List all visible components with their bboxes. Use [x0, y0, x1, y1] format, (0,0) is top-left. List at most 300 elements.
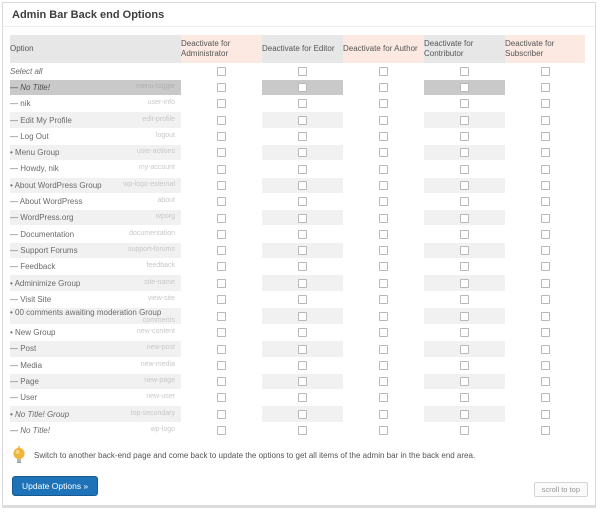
deactivate-checkbox[interactable]	[217, 312, 226, 321]
checkbox-cell	[181, 161, 262, 177]
deactivate-checkbox[interactable]	[217, 67, 226, 76]
option-row	[10, 259, 585, 275]
deactivate-checkbox[interactable]	[298, 377, 307, 386]
checkbox-cell	[424, 128, 505, 144]
deactivate-checkbox[interactable]	[460, 83, 469, 92]
checkbox-cell	[343, 63, 424, 79]
checkbox-cell	[181, 307, 262, 324]
checkbox-cell	[262, 275, 343, 291]
checkbox-cell	[424, 275, 505, 291]
checkbox-cell	[343, 144, 424, 160]
checkbox-cell	[424, 144, 505, 160]
node-id-label: new-page	[144, 376, 175, 384]
deactivate-checkbox[interactable]	[217, 328, 226, 337]
option-label: • New Group	[10, 328, 56, 338]
option-label-cell	[10, 63, 181, 79]
option-label: — No Title!	[10, 425, 50, 435]
deactivate-checkbox[interactable]	[298, 116, 307, 125]
node-id-label: new-content	[136, 328, 175, 336]
deactivate-checkbox[interactable]	[541, 295, 550, 304]
deactivate-checkbox[interactable]	[460, 230, 469, 239]
deactivate-checkbox[interactable]	[460, 165, 469, 174]
checkbox-cell	[505, 112, 585, 128]
deactivate-checkbox[interactable]	[298, 312, 307, 321]
node-id-label: my-account	[138, 164, 175, 172]
checkbox-cell	[181, 390, 262, 406]
deactivate-checkbox[interactable]	[379, 262, 388, 271]
role-column-header: Deactivate for Editor	[262, 35, 343, 63]
option-label-cell	[10, 144, 181, 160]
deactivate-checkbox[interactable]	[460, 426, 469, 435]
option-row	[10, 390, 585, 406]
option-label-cell	[10, 193, 181, 209]
deactivate-checkbox[interactable]	[379, 132, 388, 141]
deactivate-checkbox[interactable]	[541, 230, 550, 239]
deactivate-checkbox[interactable]	[379, 312, 388, 321]
checkbox-cell	[262, 324, 343, 340]
option-label: — WordPress.org	[10, 213, 74, 223]
deactivate-checkbox[interactable]	[541, 410, 550, 419]
checkbox-cell	[343, 275, 424, 291]
deactivate-checkbox[interactable]	[460, 99, 469, 108]
option-label: — Page	[10, 376, 39, 386]
hint-row	[12, 446, 595, 465]
deactivate-checkbox[interactable]	[541, 99, 550, 108]
node-id-label: support-forums	[127, 245, 175, 253]
page-title: Admin Bar Back end Options	[12, 9, 165, 21]
checkbox-cell	[181, 275, 262, 291]
checkbox-cell	[181, 242, 262, 258]
select-all-row	[10, 63, 585, 79]
deactivate-checkbox[interactable]	[217, 295, 226, 304]
deactivate-checkbox[interactable]	[460, 181, 469, 190]
node-id-label: wp-logo-external	[123, 180, 175, 188]
deactivate-checkbox[interactable]	[298, 295, 307, 304]
node-id-label: logout	[155, 131, 175, 139]
deactivate-checkbox[interactable]	[298, 426, 307, 435]
deactivate-checkbox[interactable]	[298, 361, 307, 370]
deactivate-checkbox[interactable]	[379, 116, 388, 125]
deactivate-checkbox[interactable]	[379, 361, 388, 370]
option-row	[10, 341, 585, 357]
deactivate-checkbox[interactable]	[217, 279, 226, 288]
option-label-cell	[10, 406, 181, 422]
option-row	[10, 193, 585, 209]
deactivate-checkbox[interactable]	[541, 426, 550, 435]
checkbox-cell	[505, 128, 585, 144]
node-id-label: user-actions	[136, 148, 175, 156]
checkbox-cell	[343, 96, 424, 112]
checkbox-cell	[505, 422, 585, 438]
option-label: • No Title! Group	[10, 409, 70, 419]
deactivate-checkbox[interactable]	[298, 279, 307, 288]
checkbox-cell	[262, 144, 343, 160]
deactivate-checkbox[interactable]	[379, 393, 388, 402]
deactivate-checkbox[interactable]	[298, 181, 307, 190]
option-label-cell	[10, 422, 181, 438]
deactivate-checkbox[interactable]	[541, 116, 550, 125]
option-label: — Support Forums	[10, 245, 78, 255]
deactivate-checkbox[interactable]	[298, 197, 307, 206]
option-label: — Post	[10, 344, 37, 354]
checkbox-cell	[262, 406, 343, 422]
checkbox-cell	[505, 144, 585, 160]
option-row	[10, 177, 585, 193]
deactivate-checkbox[interactable]	[460, 116, 469, 125]
admin-bar-options-table	[10, 35, 585, 439]
checkbox-cell	[505, 291, 585, 307]
checkbox-cell	[262, 422, 343, 438]
deactivate-checkbox[interactable]	[379, 214, 388, 223]
checkbox-cell	[424, 307, 505, 324]
checkbox-cell	[181, 210, 262, 226]
checkbox-cell	[424, 112, 505, 128]
checkbox-cell	[343, 324, 424, 340]
option-label: — No Title!	[10, 82, 50, 92]
deactivate-checkbox[interactable]	[460, 214, 469, 223]
deactivate-checkbox[interactable]	[541, 393, 550, 402]
checkbox-cell	[181, 193, 262, 209]
deactivate-checkbox[interactable]	[541, 262, 550, 271]
deactivate-checkbox[interactable]	[217, 262, 226, 271]
role-column-header: Deactivate for Administrator	[181, 35, 262, 63]
option-label-cell	[10, 210, 181, 226]
deactivate-checkbox[interactable]	[541, 377, 550, 386]
checkbox-cell	[181, 63, 262, 79]
option-column-header: Option	[10, 35, 181, 63]
deactivate-checkbox[interactable]	[217, 361, 226, 370]
node-id-label: view-site	[147, 294, 175, 302]
table-header-row	[10, 35, 585, 63]
checkbox-cell	[505, 324, 585, 340]
option-label: — Edit My Profile	[10, 115, 72, 125]
node-id-label: documentation	[129, 229, 175, 237]
deactivate-checkbox[interactable]	[541, 67, 550, 76]
deactivate-checkbox[interactable]	[298, 410, 307, 419]
deactivate-checkbox[interactable]	[541, 181, 550, 190]
option-label-cell	[10, 324, 181, 340]
deactivate-checkbox[interactable]	[217, 410, 226, 419]
option-label: — Documentation	[10, 229, 75, 239]
checkbox-cell	[424, 226, 505, 242]
node-id-label: feedback	[146, 262, 175, 270]
checkbox-cell	[181, 226, 262, 242]
deactivate-checkbox[interactable]	[298, 246, 307, 255]
checkbox-cell	[505, 96, 585, 112]
option-label: — Log Out	[10, 131, 49, 141]
option-label-cell	[10, 226, 181, 242]
deactivate-checkbox[interactable]	[541, 312, 550, 321]
deactivate-checkbox[interactable]	[217, 393, 226, 402]
deactivate-checkbox[interactable]	[541, 279, 550, 288]
node-id-label: site-name	[144, 278, 175, 286]
deactivate-checkbox[interactable]	[379, 377, 388, 386]
option-row	[10, 373, 585, 389]
checkbox-cell	[505, 226, 585, 242]
deactivate-checkbox[interactable]	[298, 132, 307, 141]
deactivate-checkbox[interactable]	[217, 197, 226, 206]
deactivate-checkbox[interactable]	[217, 426, 226, 435]
checkbox-cell	[181, 96, 262, 112]
option-label: — Visit Site	[10, 294, 52, 304]
deactivate-checkbox[interactable]	[379, 181, 388, 190]
deactivate-checkbox[interactable]	[460, 295, 469, 304]
scroll-to-top-button[interactable]: scroll to top	[534, 482, 588, 497]
deactivate-checkbox[interactable]	[379, 410, 388, 419]
deactivate-checkbox[interactable]	[217, 165, 226, 174]
deactivate-checkbox[interactable]	[460, 279, 469, 288]
deactivate-checkbox[interactable]	[460, 393, 469, 402]
lightbulb-icon	[12, 446, 26, 465]
node-id-label: new-user	[146, 393, 175, 401]
checkbox-cell	[343, 79, 424, 95]
checkbox-cell	[505, 341, 585, 357]
deactivate-checkbox[interactable]	[298, 262, 307, 271]
checkbox-cell	[262, 341, 343, 357]
deactivate-checkbox[interactable]	[541, 165, 550, 174]
option-label: — About WordPress	[10, 197, 83, 207]
checkbox-cell	[343, 193, 424, 209]
checkbox-cell	[181, 128, 262, 144]
deactivate-checkbox[interactable]	[541, 132, 550, 141]
node-id-label: new-post	[146, 344, 175, 352]
deactivate-checkbox[interactable]	[379, 148, 388, 157]
checkbox-cell	[505, 242, 585, 258]
option-label: — Media	[10, 360, 43, 370]
option-row	[10, 307, 585, 324]
deactivate-checkbox[interactable]	[217, 377, 226, 386]
checkbox-cell	[424, 96, 505, 112]
deactivate-checkbox[interactable]	[298, 83, 307, 92]
deactivate-checkbox[interactable]	[460, 328, 469, 337]
option-row	[10, 242, 585, 258]
checkbox-cell	[262, 390, 343, 406]
node-id-label: menu-toggle	[136, 82, 175, 90]
deactivate-checkbox[interactable]	[217, 148, 226, 157]
deactivate-checkbox[interactable]	[541, 246, 550, 255]
checkbox-cell	[505, 177, 585, 193]
option-label-cell	[10, 242, 181, 258]
deactivate-checkbox[interactable]	[460, 361, 469, 370]
deactivate-checkbox[interactable]	[541, 197, 550, 206]
deactivate-checkbox[interactable]	[379, 295, 388, 304]
deactivate-checkbox[interactable]	[379, 426, 388, 435]
node-id-label: top-secondary	[130, 409, 175, 417]
option-label-cell	[10, 259, 181, 275]
node-id-label: comments	[142, 316, 175, 324]
checkbox-cell	[505, 390, 585, 406]
deactivate-checkbox[interactable]	[217, 83, 226, 92]
option-label-cell	[10, 341, 181, 357]
option-label-cell	[10, 96, 181, 112]
deactivate-checkbox[interactable]	[460, 246, 469, 255]
checkbox-cell	[424, 79, 505, 95]
option-label-cell	[10, 177, 181, 193]
deactivate-checkbox[interactable]	[217, 99, 226, 108]
deactivate-checkbox[interactable]	[298, 230, 307, 239]
role-column-header: Deactivate for Subscriber	[505, 35, 585, 63]
checkbox-cell	[343, 161, 424, 177]
option-row	[10, 128, 585, 144]
option-label-cell	[10, 161, 181, 177]
checkbox-cell	[424, 193, 505, 209]
option-row	[10, 96, 585, 112]
deactivate-checkbox[interactable]	[298, 393, 307, 402]
deactivate-checkbox[interactable]	[217, 345, 226, 354]
deactivate-checkbox[interactable]	[460, 312, 469, 321]
checkbox-cell	[343, 177, 424, 193]
checkbox-cell	[343, 357, 424, 373]
deactivate-checkbox[interactable]	[460, 377, 469, 386]
node-id-label: wporg	[155, 213, 175, 221]
deactivate-checkbox[interactable]	[460, 345, 469, 354]
option-label-cell	[10, 79, 181, 95]
deactivate-checkbox[interactable]	[298, 214, 307, 223]
option-label-cell	[10, 357, 181, 373]
checkbox-cell	[424, 63, 505, 79]
deactivate-checkbox[interactable]	[379, 246, 388, 255]
option-row	[10, 291, 585, 307]
deactivate-checkbox[interactable]	[217, 230, 226, 239]
checkbox-cell	[343, 341, 424, 357]
checkbox-cell	[424, 177, 505, 193]
deactivate-checkbox[interactable]	[541, 83, 550, 92]
deactivate-checkbox[interactable]	[460, 67, 469, 76]
deactivate-checkbox[interactable]	[298, 67, 307, 76]
checkbox-cell	[505, 210, 585, 226]
checkbox-cell	[505, 406, 585, 422]
checkbox-cell	[505, 79, 585, 95]
option-label: — Howdy, nik	[10, 164, 59, 174]
checkbox-cell	[343, 373, 424, 389]
checkbox-cell	[181, 144, 262, 160]
checkbox-cell	[181, 112, 262, 128]
deactivate-checkbox[interactable]	[298, 148, 307, 157]
option-label: Select all	[10, 66, 43, 76]
deactivate-checkbox[interactable]	[460, 197, 469, 206]
deactivate-checkbox[interactable]	[298, 165, 307, 174]
deactivate-checkbox[interactable]	[379, 83, 388, 92]
checkbox-cell	[181, 422, 262, 438]
option-row	[10, 144, 585, 160]
deactivate-checkbox[interactable]	[298, 328, 307, 337]
checkbox-cell	[181, 341, 262, 357]
option-label-cell	[10, 307, 181, 324]
option-row	[10, 112, 585, 128]
checkbox-cell	[343, 390, 424, 406]
update-options-button[interactable]: Update Options »	[12, 476, 98, 496]
role-column-header: Deactivate for Author	[343, 35, 424, 63]
option-label-cell	[10, 128, 181, 144]
deactivate-checkbox[interactable]	[379, 197, 388, 206]
checkbox-cell	[262, 63, 343, 79]
checkbox-cell	[424, 373, 505, 389]
deactivate-checkbox[interactable]	[541, 214, 550, 223]
checkbox-cell	[424, 341, 505, 357]
node-id-label: user-info	[147, 99, 175, 107]
checkbox-cell	[262, 193, 343, 209]
option-label: • About WordPress Group	[10, 180, 102, 190]
deactivate-checkbox[interactable]	[379, 67, 388, 76]
role-column-header: Deactivate for Contributor	[424, 35, 505, 63]
deactivate-checkbox[interactable]	[298, 345, 307, 354]
deactivate-checkbox[interactable]	[298, 99, 307, 108]
checkbox-cell	[424, 242, 505, 258]
deactivate-checkbox[interactable]	[217, 246, 226, 255]
checkbox-cell	[343, 307, 424, 324]
deactivate-checkbox[interactable]	[217, 181, 226, 190]
checkbox-cell	[505, 275, 585, 291]
deactivate-checkbox[interactable]	[541, 328, 550, 337]
option-row	[10, 79, 585, 95]
deactivate-checkbox[interactable]	[379, 230, 388, 239]
checkbox-cell	[505, 357, 585, 373]
deactivate-checkbox[interactable]	[541, 345, 550, 354]
deactivate-checkbox[interactable]	[460, 148, 469, 157]
checkbox-cell	[505, 161, 585, 177]
checkbox-cell	[424, 406, 505, 422]
hint-text: Switch to another back-end page and come back to update the options to get all items of the admin bar in the back end area.	[34, 451, 476, 461]
option-row	[10, 161, 585, 177]
checkbox-cell	[181, 373, 262, 389]
checkbox-cell	[505, 307, 585, 324]
checkbox-cell	[505, 63, 585, 79]
checkbox-cell	[424, 161, 505, 177]
deactivate-checkbox[interactable]	[379, 279, 388, 288]
deactivate-checkbox[interactable]	[217, 214, 226, 223]
option-label-cell	[10, 390, 181, 406]
deactivate-checkbox[interactable]	[217, 132, 226, 141]
checkbox-cell	[343, 422, 424, 438]
checkbox-cell	[343, 259, 424, 275]
deactivate-checkbox[interactable]	[379, 99, 388, 108]
deactivate-checkbox[interactable]	[379, 165, 388, 174]
option-label-cell	[10, 275, 181, 291]
checkbox-cell	[262, 259, 343, 275]
option-label-cell	[10, 291, 181, 307]
checkbox-cell	[262, 177, 343, 193]
checkbox-cell	[505, 259, 585, 275]
option-row	[10, 275, 585, 291]
deactivate-checkbox[interactable]	[379, 328, 388, 337]
checkbox-cell	[343, 128, 424, 144]
node-id-label: wp-logo	[150, 425, 175, 433]
checkbox-cell	[424, 259, 505, 275]
deactivate-checkbox[interactable]	[541, 361, 550, 370]
checkbox-cell	[343, 242, 424, 258]
deactivate-checkbox[interactable]	[460, 262, 469, 271]
checkbox-cell	[343, 210, 424, 226]
checkbox-cell	[262, 242, 343, 258]
node-id-label: edit-profile	[142, 115, 175, 123]
checkbox-cell	[262, 373, 343, 389]
deactivate-checkbox[interactable]	[217, 116, 226, 125]
checkbox-cell	[262, 307, 343, 324]
deactivate-checkbox[interactable]	[460, 132, 469, 141]
deactivate-checkbox[interactable]	[460, 410, 469, 419]
checkbox-cell	[424, 324, 505, 340]
checkbox-cell	[181, 259, 262, 275]
checkbox-cell	[424, 390, 505, 406]
checkbox-cell	[343, 406, 424, 422]
checkbox-cell	[181, 324, 262, 340]
deactivate-checkbox[interactable]	[541, 148, 550, 157]
checkbox-cell	[262, 226, 343, 242]
node-id-label: about	[157, 197, 175, 205]
checkbox-cell	[181, 79, 262, 95]
admin-bar-backend-options-panel	[2, 2, 596, 508]
deactivate-checkbox[interactable]	[379, 345, 388, 354]
